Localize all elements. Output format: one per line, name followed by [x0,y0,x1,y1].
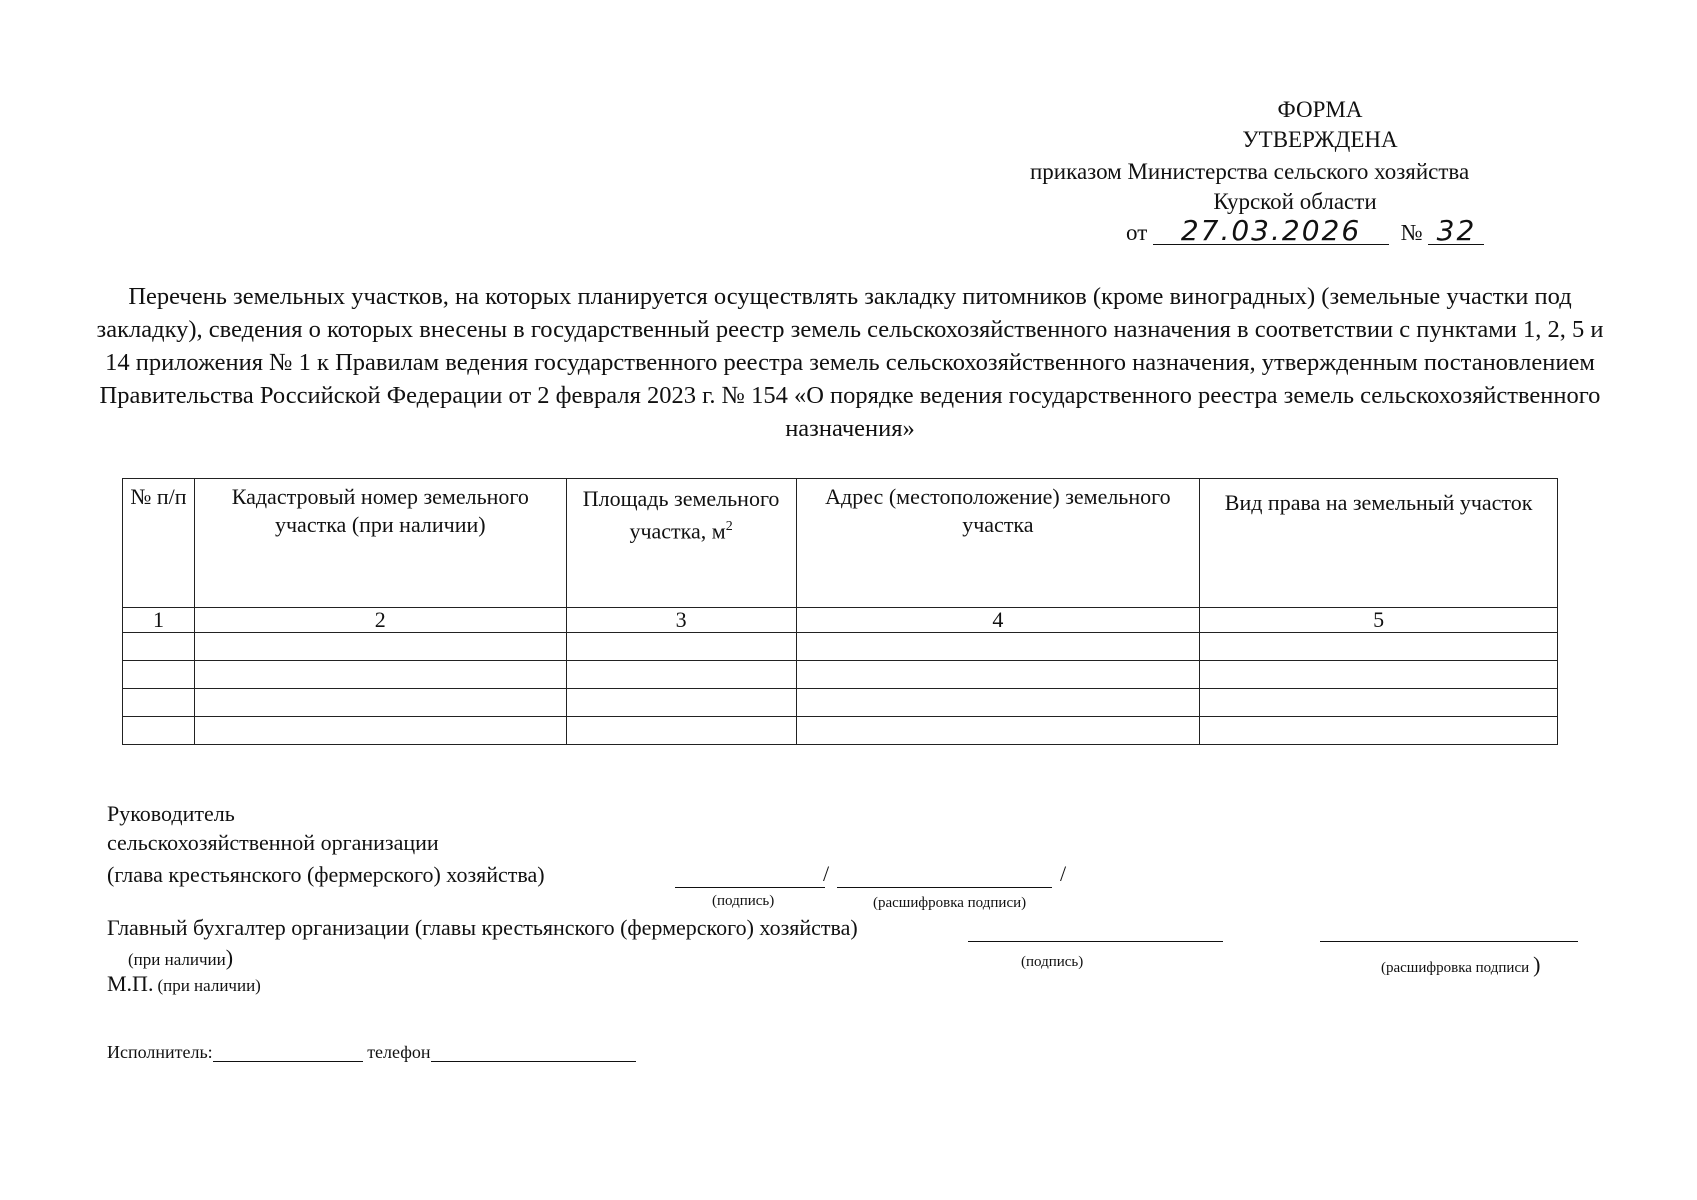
slash-separator: / [823,861,830,886]
empty-cell[interactable] [1200,717,1558,745]
header-number: № п/п [123,479,195,608]
if-any-close: ) [225,945,234,970]
empty-cell[interactable] [1200,661,1558,689]
empty-cell[interactable] [1200,633,1558,661]
accountant-label: Главный бухгалтер организации (главы крестьянского (фермерского) хозяйства) [107,915,858,940]
header-area-sup: 2 [725,519,733,534]
order-line: приказом Министерства сельского хозяйства [1030,159,1470,184]
empty-cell[interactable] [796,661,1200,689]
accountant-decode-close: ) [1533,952,1541,977]
header-area [566,479,796,608]
table-row [123,661,1558,689]
col-number-5: 5 [1200,608,1558,633]
sign-caption: (подпись) [712,893,775,909]
stamp-label: М.П. [107,971,154,996]
empty-cell[interactable] [566,633,796,661]
empty-cell[interactable] [194,633,566,661]
accountant-decode-caption [1381,951,1540,979]
table-row [123,633,1558,661]
empty-cell[interactable] [1200,689,1558,717]
date-number-line [1126,214,1484,247]
slash-separator-end: / [1060,861,1067,886]
approved-label: УТВЕРЖДЕНА [1242,127,1398,152]
accountant-decode-text: (расшифровка подписи [1381,960,1530,976]
header-cadastral: Кадастровый номер земельного участка (при наличии) [194,479,566,608]
accountant-decode-line[interactable] [1320,941,1578,942]
head-title-line1: Руководитель [107,801,235,826]
empty-cell[interactable] [123,689,195,717]
order-number: 32 [1428,218,1484,245]
executor-label: Исполнитель: [107,1042,213,1062]
head-title-line2: сельскохозяйственной организации [107,830,439,855]
number-prefix: № [1400,220,1423,245]
col-number-3: 3 [566,608,796,633]
empty-cell[interactable] [796,717,1200,745]
table-row [123,717,1558,745]
empty-cell[interactable] [194,717,566,745]
empty-cell[interactable] [796,633,1200,661]
region-line: Курской области [1213,189,1377,214]
decode-caption: (расшифровка подписи) [873,895,1027,911]
empty-cell[interactable] [194,689,566,717]
document-title: Перечень земельных участков, на которых планируется осуществлять закладку питомников (кроме виноградных) (земельные участки под закладку), сведения о которых внесены в государственный реестр земель сельскохозяйственного назначения в соответствии с пунктами 1, 2, 5 и 14 приложения № 1 к Правилам ведения государственного реестра земель сельскохозяйственного назначения, утвержденным постановлением Правительства Российской Федерации от 2 февраля 2023 г. № 154 «О порядке ведения государственного реестра земель сельскохозяйственного назначения» [96,283,1604,442]
empty-cell[interactable] [194,661,566,689]
if-any-text: (при наличии [128,950,226,969]
empty-cell[interactable] [123,633,195,661]
land-plots-table [122,478,1558,745]
head-decode-line[interactable] [837,887,1052,888]
table-number-row [123,608,1558,633]
stamp-note: (при наличии) [157,976,261,995]
empty-cell[interactable] [123,717,195,745]
executor-field[interactable] [213,1043,363,1062]
executor-line [107,1042,636,1063]
accountant-signature-line[interactable] [968,941,1223,942]
col-number-2: 2 [194,608,566,633]
phone-label: телефон [367,1042,431,1062]
table-row [123,689,1558,717]
header-address: Адрес (местоположение) земельного участка [796,479,1200,608]
empty-cell[interactable] [123,661,195,689]
form-label: ФОРМА [1277,97,1363,122]
col-number-4: 4 [796,608,1200,633]
accountant-sign-caption: (подпись) [1021,954,1084,970]
header-right-type: Вид права на земельный участок [1200,479,1558,608]
date-prefix: от [1126,220,1148,245]
phone-field[interactable] [431,1043,636,1062]
header-area-text: Площадь земельного участка, м [582,486,780,544]
if-any-note [128,944,233,972]
head-signature-line[interactable] [675,887,825,888]
col-number-1: 1 [123,608,195,633]
head-title-line3: (глава крестьянского (фермерского) хозяйства) [107,862,545,887]
empty-cell[interactable] [796,689,1200,717]
table-header-row [123,479,1558,608]
stamp-place [107,970,261,998]
empty-cell[interactable] [566,717,796,745]
empty-cell[interactable] [566,661,796,689]
order-date: 27.03.2026 [1153,218,1389,245]
empty-cell[interactable] [566,689,796,717]
